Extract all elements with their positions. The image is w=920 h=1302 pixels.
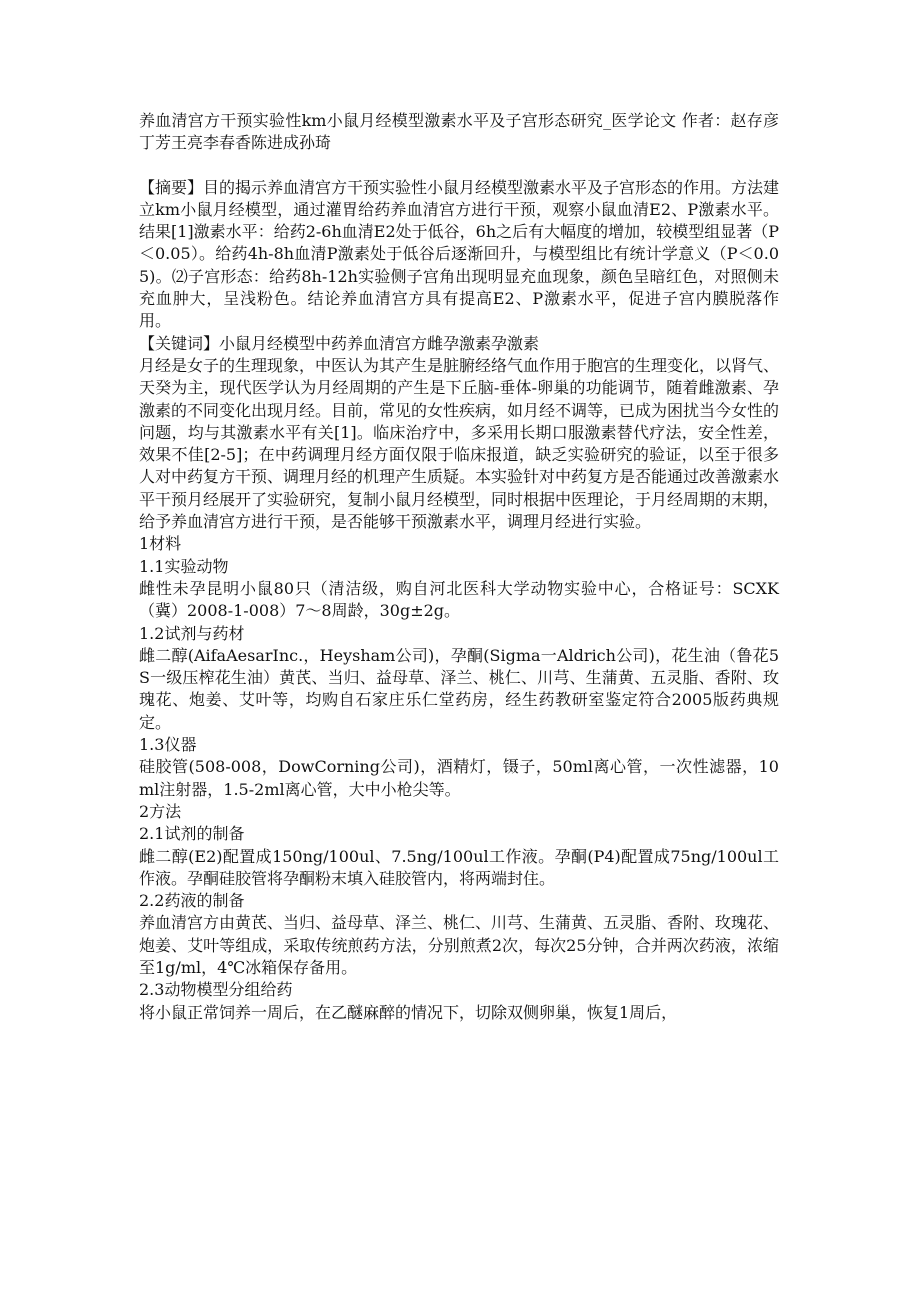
spacer — [139, 155, 779, 177]
subsection-heading-decoction-prep: 2.2药液的制备 — [139, 891, 245, 911]
subsection-heading-animal-model: 2.3动物模型分组给药 — [139, 980, 293, 1000]
paragraph-instruments: 硅胶管(508-008，DowCorning公司)，酒精灯，镊子，50ml离心管，一次性滤器，10ml注射器，1.5-2ml离心管，大中小枪尖等。 — [139, 757, 779, 799]
intro-paragraph: 月经是女子的生理现象，中医认为其产生是脏腑经络气血作用于胞宫的生理变化，以肾气、天癸为主，现代医学认为月经周期的产生是下丘脑-垂体-卵巢的功能调节，随着雌激素、孕激素的不同变化出现月经。目前，常见的女性疾病，如月经不调等，已成为困扰当今女性的问题，均与其激素水平有关[1]。临床治疗中，多采用长期口服激素替代疗法，安全性差，效果不佳[2-5]；在中药调理月经方面仅限于临床报道，缺乏实验研究的验证，以至于很多人对中药复方干预、调理月经的机理产生质疑。本实验针对中药复方是否能通过改善激素水平干预月经展开了实验研究，复制小鼠月经模型，同时根据中医理论，于月经周期的末期，给予养血清宫方进行干预，是否能够干预激素水平，调理月经进行实验。 — [139, 355, 780, 532]
subsection-heading-animals: 1.1实验动物 — [139, 556, 229, 576]
paragraph-reagent-prep: 雌二醇(E2)配置成150ng/100ul、7.5ng/100ul工作液。孕酮(P4)配置成75ng/100ul工作液。孕酮硅胶管将孕酮粉末填入硅胶管内，将两端封住。 — [139, 846, 779, 888]
document-page — [139, 110, 779, 1024]
paragraph-animal-model: 将小鼠正常饲养一周后，在乙醚麻醉的情况下，切除双侧卵巢，恢复1周后， — [139, 1002, 678, 1022]
paragraph-decoction-prep: 养血清宫方由黄芪、当归、益母草、泽兰、桃仁、川芎、生蒲黄、五灵脂、香附、玫瑰花、炮姜、艾叶等组成，采取传统煎药方法，分别煎煮2次，每次25分钟，合并两次药液，浓缩至1g/ml，4℃冰箱保存备用。 — [139, 913, 780, 977]
abstract-paragraph: 【摘要】目的揭示养血清宫方干预实验性小鼠月经模型激素水平及子宫形态的作用。方法建立km小鼠月经模型，通过灌胃给药养血清宫方进行干预，观察小鼠血清E2、P激素水平。结果[1]激素水平：给药2-6h血清E2处于低谷，6h之后有大幅度的增加，较模型组显著（P＜0.05）。给药4h-8h血清P激素处于低谷后逐渐回升，与模型组比有统计学意义（P＜0.05)。⑵子宫形态：给药8h-12h实验侧子宫角出现明显充血现象，颜色呈暗红色，对照侧未充血肿大，呈浅粉色。结论养血清宫方具有提高E2、P激素水平，促进子宫内膜脱落作用。 — [139, 177, 780, 331]
document-title: 养血清宫方干预实验性km小鼠月经模型激素水平及子宫形态研究_医学论文 作者：赵存彦丁芳王亮李春香陈进成孙琦 — [139, 111, 779, 153]
section-heading-materials: 1材料 — [139, 534, 182, 554]
section-heading-methods: 2方法 — [139, 801, 182, 821]
paragraph-animals: 雌性未孕昆明小鼠80只（清洁级，购自河北医科大学动物实验中心，合格证号：SCXK（冀）2008-1-008）7～8周龄，30g±2g。 — [139, 578, 779, 621]
subsection-heading-reagents: 1.2试剂与药材 — [139, 623, 245, 643]
subsection-heading-instruments: 1.3仪器 — [139, 735, 197, 755]
paragraph-reagents: 雌二醇(AifaAesarInc.，Heysham公司)，孕酮(Sigma一Aldrich公司)，花生油（鲁花5S一级压榨花生油）黄芪、当归、益母草、泽兰、桃仁、川芎、生蒲黄、五灵脂、香附、玫瑰花、炮姜、艾叶等，均购自石家庄乐仁堂药房，经生药教研室鉴定符合2005版药典规定。 — [139, 645, 779, 732]
keywords-line: 【关键词】小鼠月经模型中药养血清宫方雌孕激素孕激素 — [139, 333, 540, 353]
subsection-heading-reagent-prep: 2.1试剂的制备 — [139, 824, 245, 844]
